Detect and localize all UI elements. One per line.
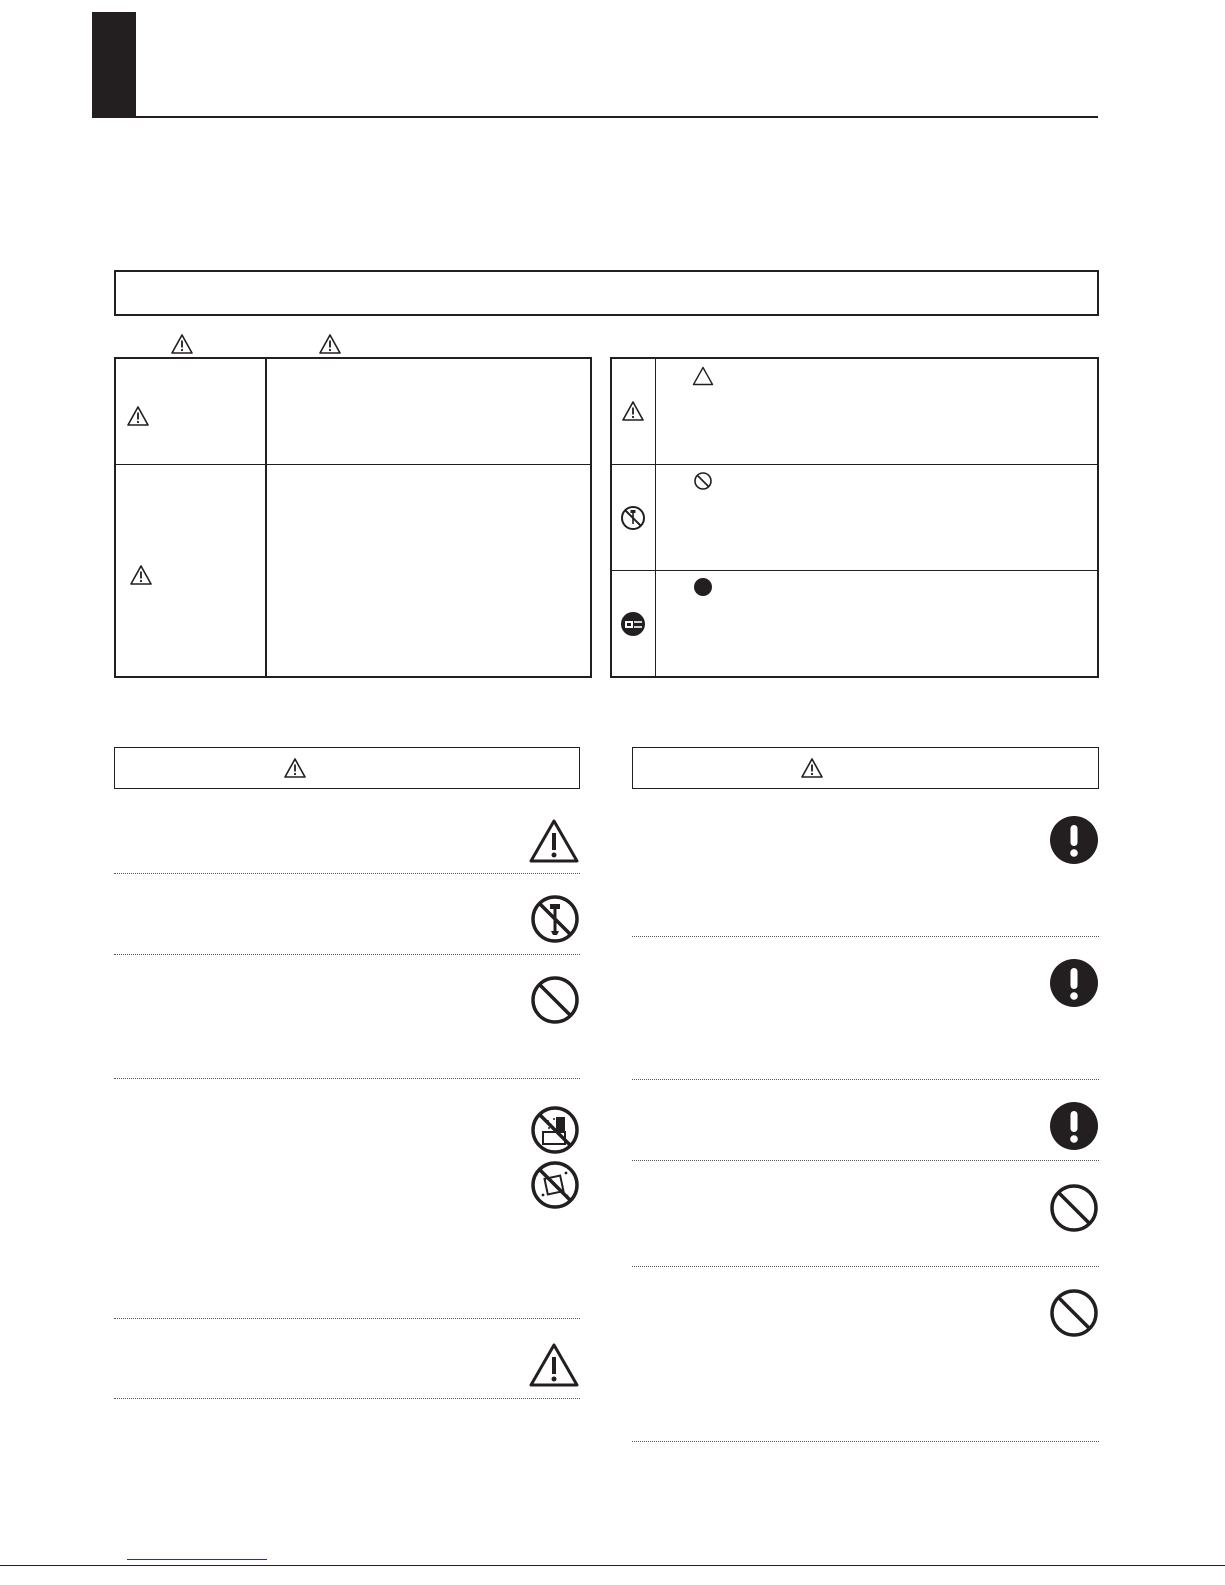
legend-table-left — [114, 357, 592, 678]
large-no-water-icon — [530, 1105, 580, 1155]
item-separator — [632, 1160, 1099, 1161]
no-disassembly-icon — [620, 505, 646, 531]
item-separator — [632, 1266, 1099, 1267]
item-separator — [632, 936, 1099, 937]
large-prohibition-icon — [1049, 1183, 1099, 1233]
item-separator — [114, 1078, 580, 1079]
mandatory-action-icon — [1049, 815, 1099, 865]
large-warning-triangle-icon — [528, 818, 580, 864]
large-no-disassembly-icon — [530, 894, 580, 944]
section-tab-block — [92, 12, 136, 118]
warning-triangle-icon — [800, 757, 824, 779]
item-separator — [632, 1441, 1099, 1442]
large-warning-triangle-icon — [528, 1342, 580, 1388]
large-prohibition-icon — [530, 975, 580, 1025]
warning-triangle-icon — [283, 757, 307, 779]
item-separator — [114, 1318, 580, 1319]
legend-left-divider — [265, 358, 267, 677]
item-separator — [114, 954, 580, 955]
header-rule — [92, 116, 1098, 118]
filled-circle-icon — [693, 577, 713, 597]
warning-triangle-icon — [170, 333, 194, 355]
unplug-icon — [620, 611, 646, 637]
legend-right-row-rule-1 — [611, 464, 1098, 465]
title-box — [114, 270, 1099, 316]
footer-rule — [0, 1565, 1225, 1566]
legend-right-divider — [655, 358, 656, 677]
large-no-vibration-icon — [530, 1160, 580, 1210]
prohibition-circle-icon — [693, 471, 713, 491]
warning-triangle-icon — [318, 333, 342, 355]
mandatory-action-icon — [1049, 958, 1099, 1008]
warning-header-box — [114, 747, 580, 789]
large-prohibition-icon — [1049, 1288, 1099, 1338]
mandatory-action-icon — [1049, 1101, 1099, 1151]
caution-header-box — [632, 747, 1099, 789]
warning-triangle-icon — [621, 400, 645, 422]
legend-right-row-rule-2 — [611, 570, 1098, 571]
legend-table-right — [610, 357, 1099, 678]
warning-triangle-icon — [126, 405, 150, 427]
legend-left-row-rule — [115, 464, 591, 465]
outline-triangle-icon — [692, 366, 714, 386]
item-separator — [114, 1398, 580, 1399]
footer-link-underline[interactable] — [127, 1559, 267, 1560]
warning-triangle-icon — [129, 564, 153, 586]
item-separator — [632, 1079, 1099, 1080]
item-separator — [114, 873, 580, 874]
